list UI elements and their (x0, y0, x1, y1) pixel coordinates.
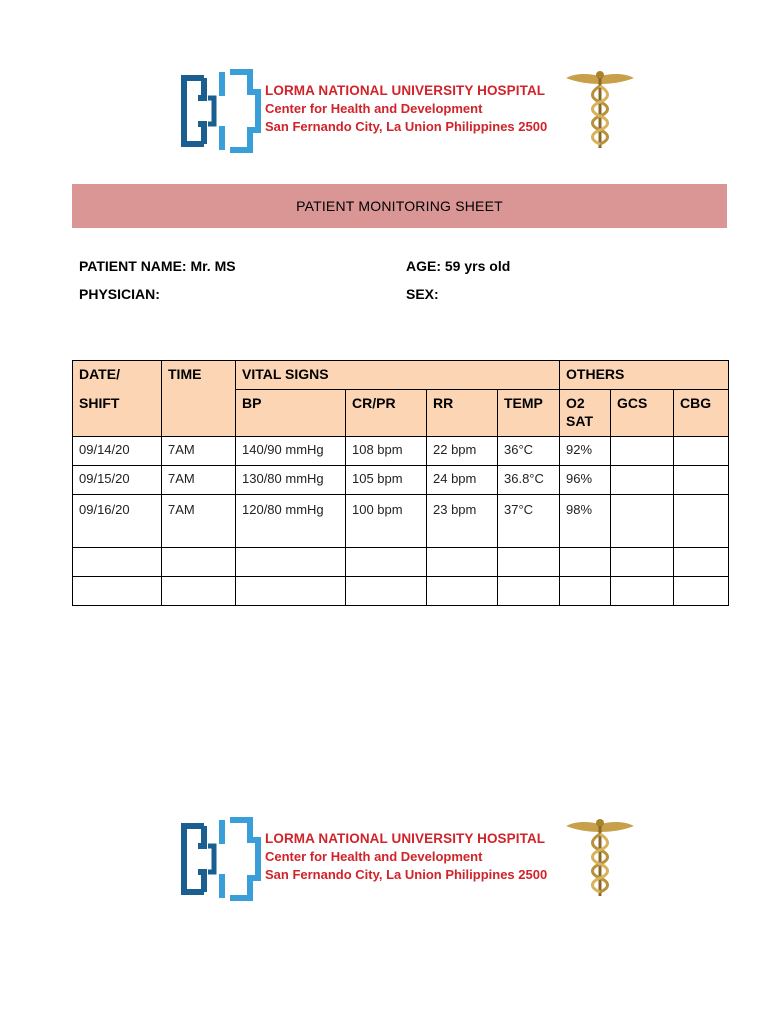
patient-age: AGE: 59 yrs old (406, 258, 511, 274)
cell-date: 09/16/20 (73, 495, 162, 548)
cell-gcs (611, 466, 674, 495)
header-date: DATE/ (73, 361, 162, 390)
cell-date: 09/15/20 (73, 466, 162, 495)
hospital-name: LORMA NATIONAL UNIVERSITY HOSPITAL (265, 831, 546, 846)
caduceus-icon (564, 68, 636, 154)
cell-o2sat: 92% (560, 437, 611, 466)
cell-cbg (674, 495, 729, 548)
caduceus-icon (564, 816, 636, 902)
hospital-address: San Fernando City, La Union Philippines 2500 (265, 867, 548, 882)
cell-temp: 37°C (498, 495, 560, 548)
table-row (73, 577, 729, 606)
cell-time: 7AM (162, 466, 236, 495)
hospital-subtitle: Center for Health and Development (265, 101, 483, 116)
sheet-title: PATIENT MONITORING SHEET (72, 184, 727, 228)
cell-crpr: 105 bpm (346, 466, 427, 495)
table-header-row (73, 361, 729, 390)
cell-time: 7AM (162, 437, 236, 466)
header-o2sat: O2 SAT (560, 390, 611, 437)
patient-name: PATIENT NAME: Mr. MS (79, 258, 236, 274)
hospital-name: LORMA NATIONAL UNIVERSITY HOSPITAL (265, 83, 546, 98)
header-bp: BP (236, 390, 346, 437)
cell-cbg (674, 466, 729, 495)
table-row (73, 437, 729, 466)
cell-o2sat: 98% (560, 495, 611, 548)
table-row (73, 548, 729, 577)
cell-o2sat: 96% (560, 466, 611, 495)
cell-gcs (611, 437, 674, 466)
cell-rr: 24 bpm (427, 466, 498, 495)
header-vital-signs: VITAL SIGNS (236, 361, 560, 390)
header-rr: RR (427, 390, 498, 437)
cell-time: 7AM (162, 495, 236, 548)
cell-bp: 130/80 mmHg (236, 466, 346, 495)
cell-gcs (611, 495, 674, 548)
cell-date: 09/14/20 (73, 437, 162, 466)
cell-temp: 36.8°C (498, 466, 560, 495)
cell-bp: 140/90 mmHg (236, 437, 346, 466)
header-gcs: GCS (611, 390, 674, 437)
cell-bp: 120/80 mmHg (236, 495, 346, 548)
table-row (73, 495, 729, 548)
header-cbg: CBG (674, 390, 729, 437)
hospital-address: San Fernando City, La Union Philippines 2500 (265, 119, 548, 134)
header-others: OTHERS (560, 361, 729, 390)
hospital-text (265, 82, 565, 136)
hospital-cross-logo-icon (178, 816, 264, 902)
table-row (73, 466, 729, 495)
cell-crpr: 108 bpm (346, 437, 427, 466)
physician: PHYSICIAN: (79, 286, 160, 302)
cell-rr: 23 bpm (427, 495, 498, 548)
header-crpr: CR/PR (346, 390, 427, 437)
header-shift: SHIFT (73, 390, 162, 437)
header-temp: TEMP (498, 390, 560, 437)
hospital-footer (178, 816, 648, 906)
hospital-subtitle: Center for Health and Development (265, 849, 483, 864)
hospital-text (265, 830, 565, 884)
cell-rr: 22 bpm (427, 437, 498, 466)
cell-temp: 36°C (498, 437, 560, 466)
cell-cbg (674, 437, 729, 466)
header-time: TIME (162, 361, 236, 437)
cell-crpr: 100 bpm (346, 495, 427, 548)
hospital-cross-logo-icon (178, 68, 264, 154)
hospital-header (178, 68, 648, 158)
patient-sex: SEX: (406, 286, 439, 302)
monitoring-table (72, 360, 729, 606)
